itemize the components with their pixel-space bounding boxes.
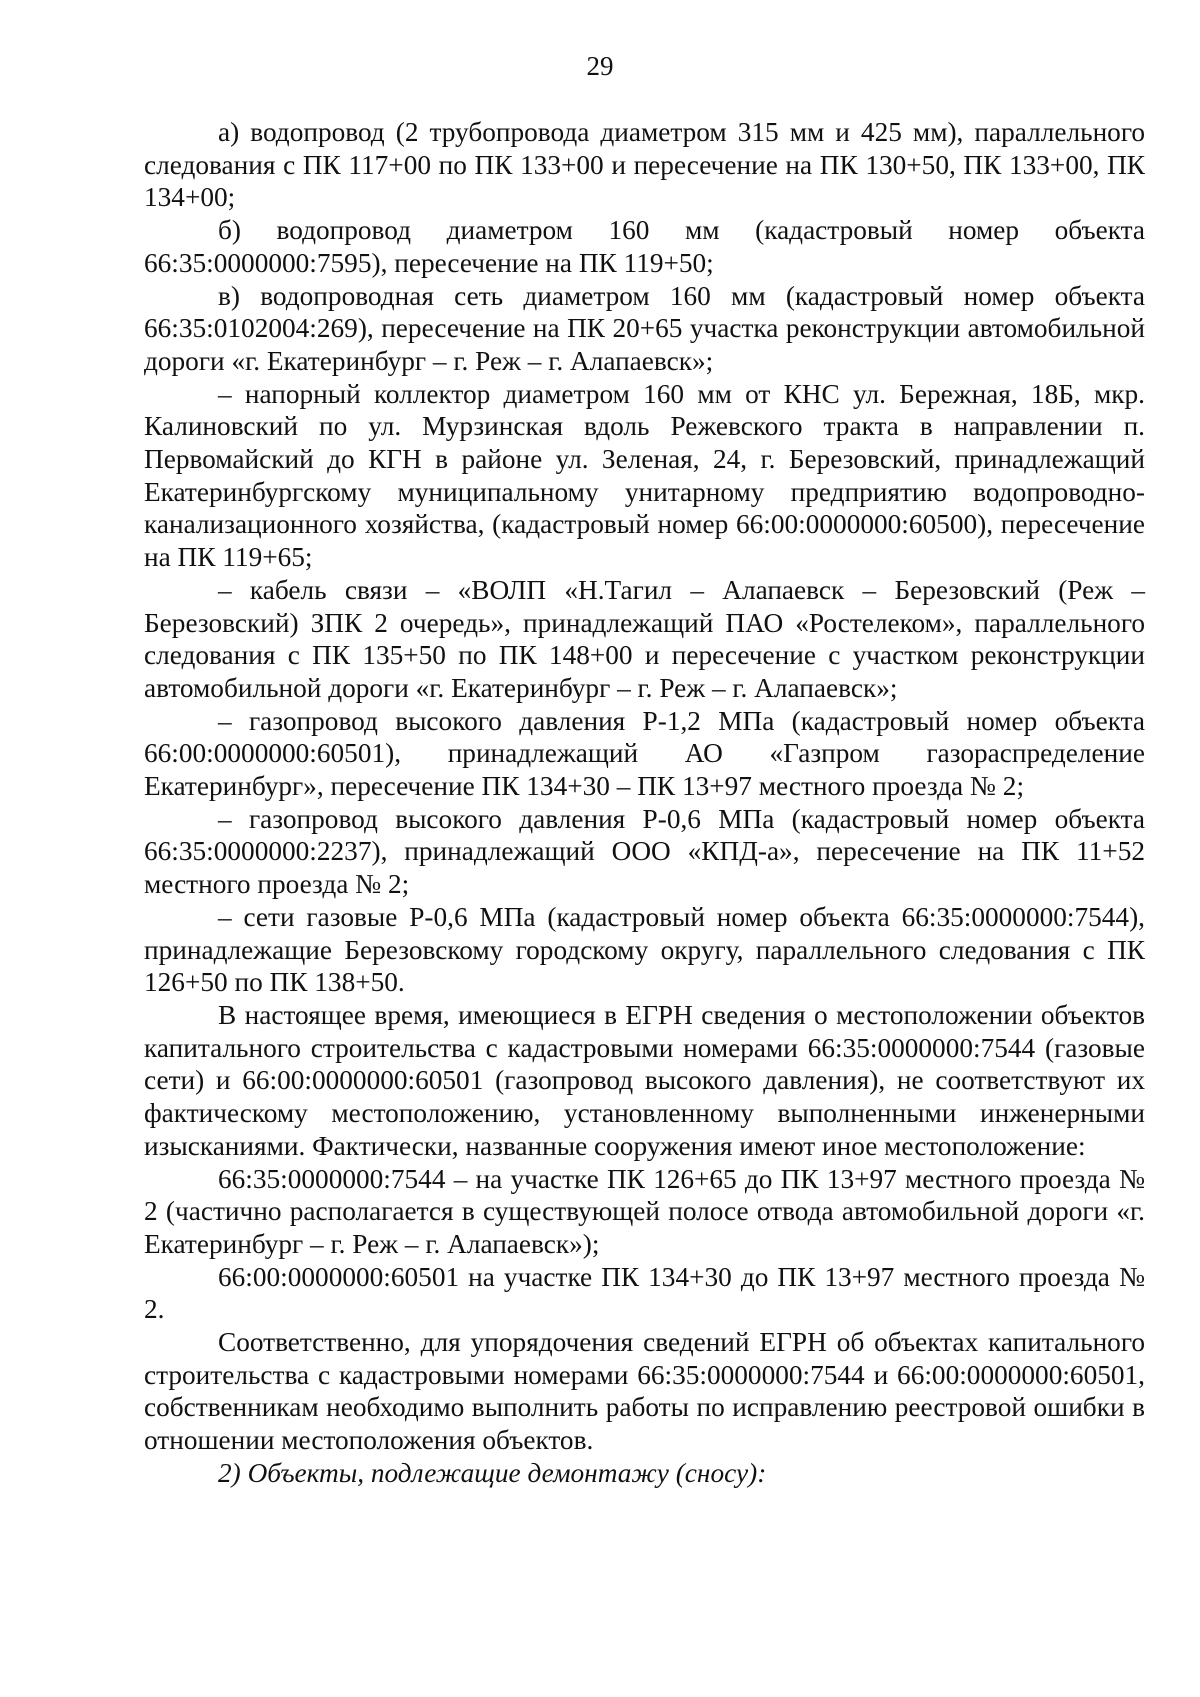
paragraph-water-pipeline-b: б) водопровод диаметром 160 мм (кадастровый номер объекта 66:35:0000000:7595), пересечение на ПК 119+50; — [144, 215, 1145, 278]
paragraph-gas-pipeline-1-2: – газопровод высокого давления Р-1,2 МПа (кадастровый номер объекта 66:00:0000000:60501), принадлежащий АО «Газпром газораспределение Екатеринбург», пересечение ПК 134+30 – ПК 13+97 местного проезда № 2; — [144, 705, 1145, 802]
paragraph-egrn-info: В настоящее время, имеющиеся в ЕГРН сведения о местоположении объектов капитального строительства с кадастровыми номерами 66:35:0000000:7544 (газовые сети) и 66:00:0000000:60501 (газопровод высокого давления), не соответствуют их фактическому местоположению, установленному выполненными инженерными изысканиями. Фактически, названные сооружения имеют иное местоположение: — [144, 999, 1145, 1161]
page-number: 29 — [586, 51, 614, 81]
paragraph-water-pipeline-a: а) водопровод (2 трубопровода диаметром 315 мм и 425 мм), параллельного следования с ПК 117+00 по ПК 133+00 и пересечение на ПК 130+50, ПК 133+00, ПК 134+00; — [144, 117, 1145, 213]
paragraph-location-60501: 66:00:0000000:60501 на участке ПК 134+30 до ПК 13+97 местного проезда № 2. — [144, 1261, 1145, 1325]
paragraph-gas-networks: – сети газовые Р-0,6 МПа (кадастровый номер объекта 66:35:0000000:7544), принадлежащие Березовскому городскому округу, параллельного следования с ПК 126+50 по ПК 138+50. — [144, 901, 1145, 998]
paragraph-gas-pipeline-0-6: – газопровод высокого давления Р-0,6 МПа (кадастровый номер объекта 66:35:0000000:2237), принадлежащий ООО «КПД-а», пересечение на ПК 11+52 местного проезда № 2; — [144, 803, 1145, 900]
section-heading-demolition: 2) Объекты, подлежащие демонтажу (сносу): — [218, 1457, 767, 1488]
paragraph-pressure-collector: – напорный коллектор диаметром 160 мм от КНС ул. Бережная, 18Б, мкр. Калиновский по ул. Мурзинская вдоль Режевского тракта в направлении п. Первомайский до КГН в районе ул. Зеленая, 24, г. Березовский, принадлежащий Екатеринбургскому муниципальному унитарному предприятию водопроводно-канализационного хозяйства, (кадастровый номер 66:00:0000000:60500), пересечение на ПК 119+65; — [144, 378, 1145, 573]
paragraph-registry-error: Соответственно, для упорядочения сведений ЕГРН об объектах капитального строительства с кадастровыми номерами 66:35:0000000:7544 и 66:00:0000000:60501, собственникам необходимо выполнить работы по исправлению реестровой ошибки в отношении местоположения объектов. — [144, 1327, 1145, 1456]
document-body — [144, 116, 1145, 1490]
paragraph-water-network-c: в) водопроводная сеть диаметром 160 мм (кадастровый номер объекта 66:35:0102004:269), пересечение на ПК 20+65 участка реконструкции автомобильной дороги «г. Екатеринбург – г. Реж – г. Алапаевск»; — [144, 280, 1145, 376]
paragraph-communication-cable: – кабель связи – «ВОЛП «Н.Тагил – Алапаевск – Березовский (Реж – Березовский) ЗПК 2 очередь», принадлежащий ПАО «Ростелеком», параллельного следования с ПК 135+50 по ПК 148+00 и пересечение с участком реконструкции автомобильной дороги «г. Екатеринбург – г. Реж – г. Алапаевск»; — [144, 574, 1145, 703]
paragraph-location-7544: 66:35:0000000:7544 – на участке ПК 126+65 до ПК 13+97 местного проезда № 2 (частично располагается в существующей полосе отвода автомобильной дороги «г. Екатеринбург – г. Реж – г. Алапаевск»); — [144, 1163, 1145, 1259]
